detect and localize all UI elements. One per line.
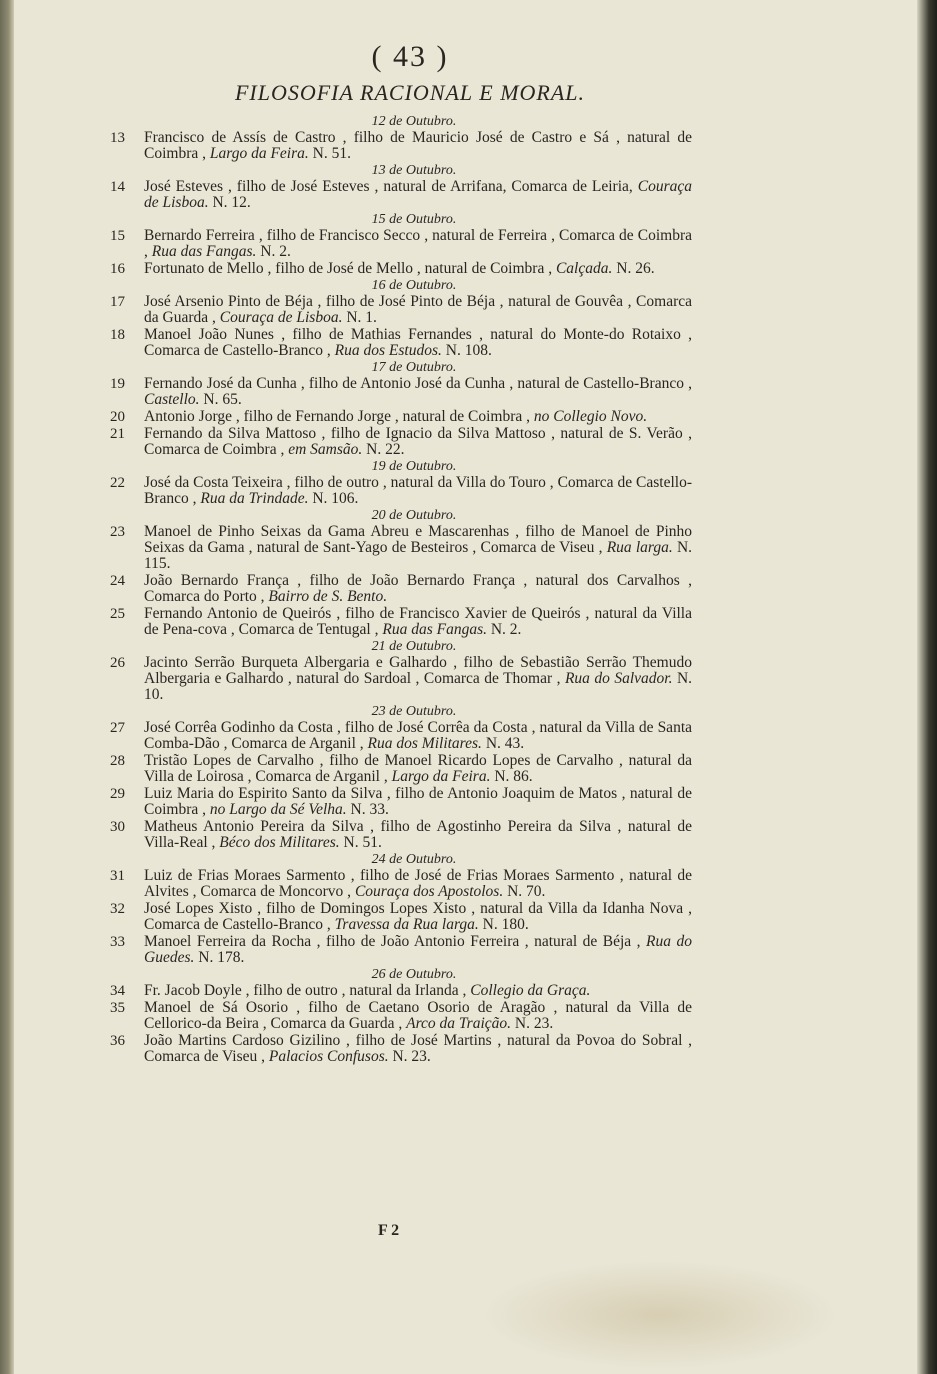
list-item	[106, 261, 692, 277]
entry-number: 19	[110, 376, 125, 392]
entry-address: Couraça dos Apostolos.	[354, 883, 504, 900]
entry-text	[144, 294, 692, 326]
entry-text	[144, 901, 692, 933]
list-item	[106, 934, 692, 966]
date-heading: 12 de Outubro.	[371, 114, 457, 129]
date-heading: 26 de Outubro.	[371, 967, 457, 982]
entry-number: 32	[110, 901, 125, 917]
entry-text	[144, 376, 692, 408]
entry-house-number: N. 33.	[350, 801, 389, 818]
signature-mark: F 2	[378, 1222, 400, 1239]
entry-text	[144, 228, 692, 260]
list-item	[106, 868, 692, 900]
entry-text	[144, 868, 692, 900]
list-item	[106, 130, 692, 162]
entry-address: no Largo da Sé Velha.	[209, 801, 347, 818]
entry-address: Arco da Traição.	[406, 1015, 512, 1032]
entry-number: 28	[110, 753, 125, 769]
entry-address: Rua da Trindade.	[200, 490, 309, 507]
entry-text	[144, 983, 692, 999]
entry-house-number: N. 106.	[312, 490, 359, 507]
entry-house-number: N. 70.	[507, 883, 546, 900]
entry-house-number: N. 180.	[482, 916, 529, 933]
entry-house-number: N. 1.	[346, 309, 377, 326]
entry-address: Rua do Salvador.	[564, 670, 673, 687]
entry-description: Fortunato de Mello , filho de José de Mello , natural de Coimbra ,	[144, 260, 553, 277]
entry-address: em Samsão.	[288, 441, 363, 458]
entry-address: Castello.	[144, 391, 200, 408]
entry-text	[144, 327, 692, 359]
entry-house-number: N. 86.	[494, 768, 533, 785]
entry-address: Couraça de Lisboa.	[219, 309, 343, 326]
entry-house-number: N. 10.	[144, 670, 693, 703]
entry-number: 16	[110, 261, 125, 277]
entry-text	[144, 573, 692, 605]
list-item	[106, 983, 692, 999]
entry-address: Rua das Fangas.	[151, 243, 257, 260]
entry-number: 21	[110, 426, 125, 442]
entry-number: 20	[110, 409, 125, 425]
entry-description: Manoel Ferreira da Rocha , filho de João Antonio Ferreira , natural de Béja ,	[144, 933, 641, 950]
entry-house-number: N. 22.	[366, 441, 405, 458]
entry-number: 13	[110, 130, 125, 146]
entry-number: 31	[110, 868, 125, 884]
list-item	[106, 655, 692, 703]
page-number: ( 43 )	[371, 40, 449, 73]
list-item	[106, 753, 692, 785]
entry-text	[144, 426, 692, 458]
date-heading: 13 de Outubro.	[371, 163, 457, 178]
list-item	[106, 426, 692, 458]
entry-house-number: N. 2.	[260, 243, 291, 260]
entry-description: Bernardo Ferreira , filho de Francisco Secco , natural de Ferreira , Comarca de Coimbra ,	[144, 227, 692, 260]
entry-description: Francisco de Assís de Castro , filho de Mauricio José de Castro e Sá , natural de Coimbra ,	[144, 129, 692, 162]
entry-house-number: N. 23.	[514, 1015, 554, 1032]
entry-number: 29	[110, 786, 125, 802]
entry-text	[144, 655, 692, 703]
entry-house-number: N. 51.	[343, 834, 382, 851]
list-item	[106, 376, 692, 408]
entry-number: 25	[110, 606, 125, 622]
entry-house-number: N. 178.	[198, 949, 245, 966]
date-heading: 20 de Outubro.	[371, 508, 457, 523]
entry-description: Tristão Lopes de Carvalho , filho de Manoel Ricardo Lopes de Carvalho , natural da Villa de Loirosa , Comarca de Arganil ,	[144, 752, 692, 785]
entry-description: Antonio Jorge , filho de Fernando Jorge , natural de Coimbra ,	[144, 408, 530, 425]
entry-text	[144, 524, 692, 572]
list-item	[106, 786, 692, 818]
entry-number: 23	[110, 524, 125, 540]
entry-description: Manoel de Pinho Seixas da Gama Abreu e Mascarenhas , filho de Manoel de Pinho Seixas da Gama , natural de Sant-Yago de Besteiros , Comarca de Viseu ,	[144, 523, 692, 556]
list-item	[106, 327, 692, 359]
entry-address: Rua do Guedes.	[144, 933, 693, 966]
entry-description: Matheus Antonio Pereira da Silva , filho de Agostinho Pereira da Silva , natural de Villa-Real ,	[144, 818, 692, 851]
entry-number: 18	[110, 327, 125, 343]
entry-description: José da Costa Teixeira , filho de outro , natural da Villa do Touro , Comarca de Castello-Branco ,	[144, 474, 692, 507]
date-heading: 17 de Outubro.	[371, 360, 457, 375]
entry-text	[144, 409, 692, 425]
entry-text	[144, 261, 692, 277]
list-item	[106, 901, 692, 933]
entry-address: Couraça de Lisboa.	[144, 178, 693, 211]
entry-house-number: N. 23.	[392, 1048, 431, 1065]
list-item	[106, 475, 692, 507]
list-item	[106, 1000, 692, 1032]
entry-house-number: N. 51.	[312, 145, 351, 162]
date-heading: 19 de Outubro.	[371, 459, 457, 474]
list-item	[106, 228, 692, 260]
entry-description: Luiz de Frias Moraes Sarmento , filho de José de Frias Moraes Sarmento , natural de Alvites , Comarca de Moncorvo ,	[144, 867, 692, 900]
entry-text	[144, 753, 692, 785]
entry-description: José Corrêa Godinho da Costa , filho de José Corrêa da Costa , natural da Villa de Santa Comba-Dão , Comarca de Arganil ,	[144, 719, 692, 752]
entry-text	[144, 179, 692, 211]
entry-address: Collegio da Graça.	[470, 982, 591, 999]
entry-number: 22	[110, 475, 125, 491]
entry-description: José Arsenio Pinto de Béja , filho de José Pinto de Béja , natural de Gouvêa , Comarca da Guarda ,	[144, 293, 692, 326]
entry-text	[144, 475, 692, 507]
entry-text	[144, 1033, 692, 1065]
list-item	[106, 294, 692, 326]
entry-description: João Bernardo França , filho de João Bernardo França , natural dos Carvalhos , Comarca do Porto ,	[144, 572, 692, 605]
entry-house-number: N. 26.	[616, 260, 655, 277]
date-heading: 21 de Outubro.	[371, 639, 457, 654]
entry-house-number: N. 12.	[212, 194, 251, 211]
entry-description: Fernando Antonio de Queirós , filho de Francisco Xavier de Queirós , natural da Villa de Pena-cova , Comarca de Tentugal ,	[144, 605, 692, 638]
entry-description: Fernando José da Cunha , filho de Antonio José da Cunha , natural de Castello-Branco ,	[144, 375, 692, 392]
entry-house-number: N. 2.	[490, 621, 522, 638]
entry-address: Largo da Feira.	[391, 768, 491, 785]
entry-description: Manoel João Nunes , filho de Mathias Fernandes , natural do Monte-do Rotaixo , Comarca de Castello-Branco ,	[144, 326, 692, 359]
entry-text	[144, 720, 692, 752]
date-heading: 23 de Outubro.	[371, 704, 457, 719]
entry-description: Manoel de Sá Osorio , filho de Caetano Osorio de Aragão , natural da Villa de Cellorico-da Beira , Comarca da Guarda ,	[144, 999, 692, 1032]
entry-number: 33	[110, 934, 125, 950]
entry-house-number: N. 65.	[203, 391, 242, 408]
list-item	[106, 606, 692, 638]
entry-number: 15	[110, 228, 125, 244]
entry-house-number: N. 115.	[144, 539, 693, 572]
entry-address: Travessa da Rua larga.	[334, 916, 479, 933]
entry-address: Rua dos Estudos.	[334, 342, 442, 359]
entry-address: Bairro de S. Bento.	[268, 588, 388, 605]
entry-text	[144, 786, 692, 818]
entry-number: 30	[110, 819, 125, 835]
list-item	[106, 1033, 692, 1065]
entry-number: 34	[110, 983, 125, 999]
list-item	[106, 409, 692, 425]
list-item	[106, 819, 692, 851]
entry-description: José Esteves , filho de José Esteves , natural de Arrifana, Comarca de Leiria,	[144, 178, 633, 195]
list-item	[106, 179, 692, 211]
entry-number: 14	[110, 179, 125, 195]
entry-number: 36	[110, 1033, 125, 1049]
entry-address: Rua dos Militares.	[367, 735, 482, 752]
entry-text	[144, 934, 692, 966]
entry-description: Luiz Maria do Espirito Santo da Silva , filho de Antonio Joaquim de Matos , natural de Coimbra ,	[144, 785, 692, 818]
entry-address: Béco dos Militares.	[219, 834, 340, 851]
list-item	[106, 524, 692, 572]
list-item	[106, 720, 692, 752]
list-item	[106, 573, 692, 605]
entry-house-number: N. 108.	[445, 342, 492, 359]
entry-address: Rua larga.	[606, 539, 673, 556]
entry-address: Largo da Feira.	[209, 145, 309, 162]
entry-text	[144, 1000, 692, 1032]
entry-number: 17	[110, 294, 125, 310]
entry-text	[144, 606, 692, 638]
entry-description: Fr. Jacob Doyle , filho de outro , natural da Irlanda ,	[144, 982, 467, 999]
entry-number: 26	[110, 655, 125, 671]
entry-description: Jacinto Serrão Burqueta Albergaria e Galhardo , filho de Sebastião Serrão Themudo Albergaria e Galhardo , natural do Sardoal , Comarca de Thomar ,	[144, 654, 692, 687]
entry-address: no Collegio Novo.	[533, 408, 648, 425]
entry-description: José Lopes Xisto , filho de Domingos Lopes Xisto , natural da Villa da Idanha Nova , Comarca de Castello-Branco ,	[144, 900, 692, 933]
section-title: FILOSOFIA RACIONAL E MORAL.	[234, 80, 586, 105]
student-list	[106, 114, 692, 1066]
date-heading: 15 de Outubro.	[371, 212, 457, 227]
entry-house-number: N. 43.	[485, 735, 525, 752]
entry-text	[144, 819, 692, 851]
entry-address: Rua das Fangas.	[382, 621, 487, 638]
entry-address: Calçada.	[555, 260, 613, 277]
entry-number: 27	[110, 720, 125, 736]
entry-number: 35	[110, 1000, 125, 1016]
entry-number: 24	[110, 573, 125, 589]
entry-description: João Martins Cardoso Gizilino , filho de José Martins , natural da Povoa do Sobral , Comarca de Viseu ,	[144, 1032, 692, 1065]
date-heading: 24 de Outubro.	[371, 852, 457, 867]
entry-address: Palacios Confusos.	[268, 1048, 389, 1065]
entry-description: Fernando da Silva Mattoso , filho de Ignacio da Silva Mattoso , natural de S. Verão , Comarca de Coimbra ,	[144, 425, 692, 458]
entry-text	[144, 130, 692, 162]
date-heading: 16 de Outubro.	[371, 278, 457, 293]
